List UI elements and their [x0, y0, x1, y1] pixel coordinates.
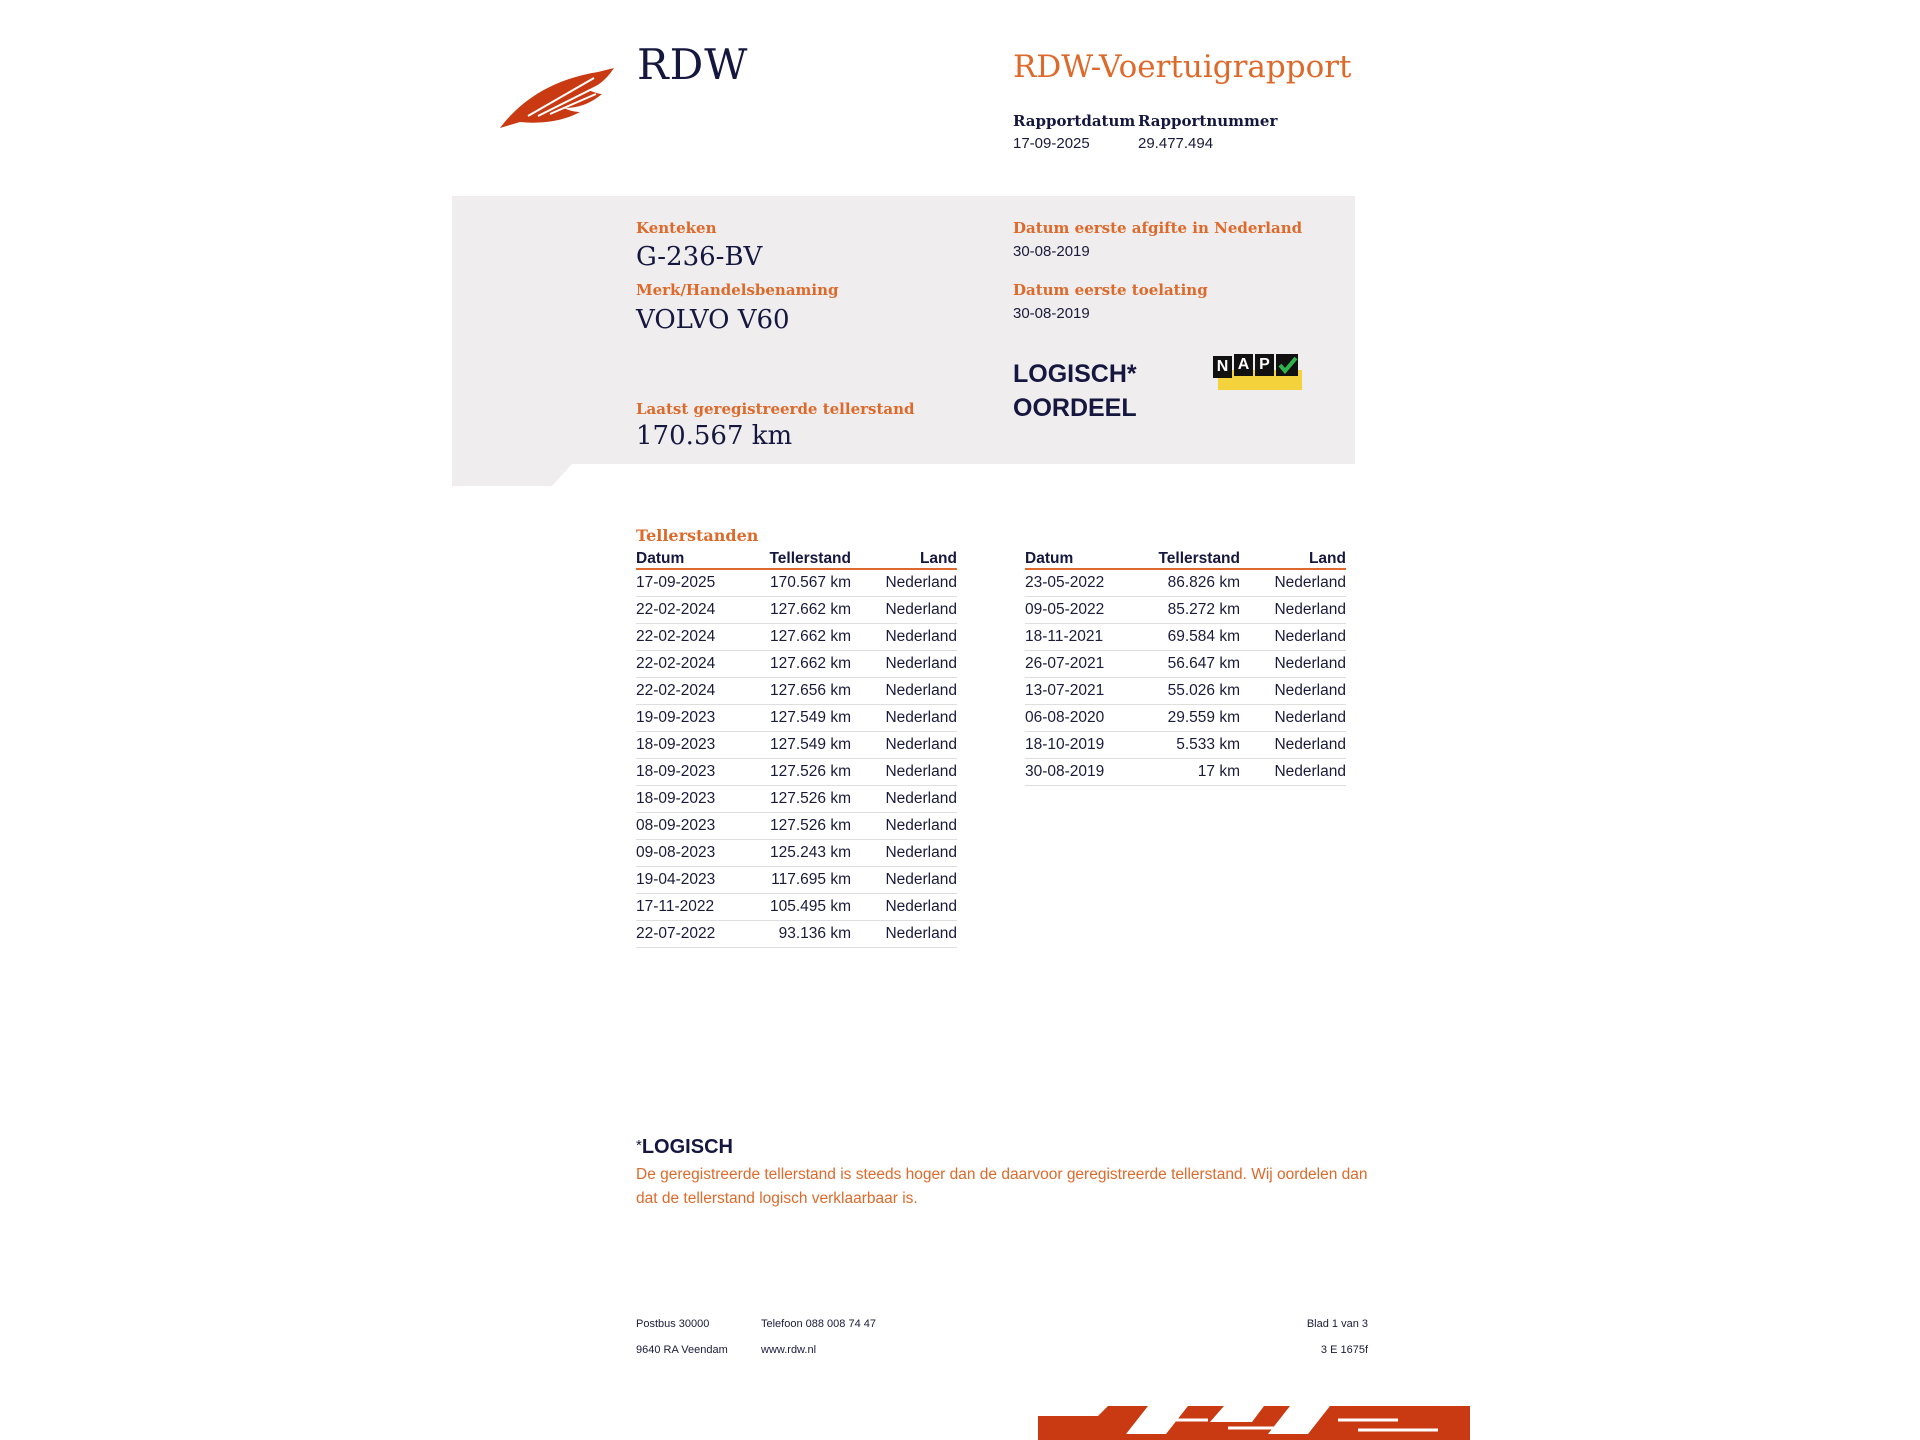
table-row — [636, 597, 957, 624]
cell-country: Nederland — [851, 894, 957, 921]
table-row — [1025, 651, 1346, 678]
table-row — [636, 867, 957, 894]
report-number-label: Rapportnummer — [1138, 112, 1278, 130]
cell-odometer: 5.533 km — [1145, 732, 1240, 759]
cell-country: Nederland — [851, 759, 957, 786]
panel-tab-decoration — [452, 464, 572, 486]
cell-odometer: 127.549 km — [756, 705, 851, 732]
col-header-odometer: Tellerstand — [756, 549, 851, 569]
cell-date: 26-07-2021 — [1025, 651, 1145, 678]
cell-odometer: 17 km — [1145, 759, 1240, 786]
readings-table-left — [636, 549, 957, 948]
cell-date: 18-09-2023 — [636, 732, 756, 759]
cell-date: 06-08-2020 — [1025, 705, 1145, 732]
cell-date: 22-02-2024 — [636, 678, 756, 705]
table-row — [636, 840, 957, 867]
footer-code: 3 E 1675f — [1320, 1344, 1368, 1356]
cell-odometer: 127.656 km — [756, 678, 851, 705]
rdw-stripes-decoration — [1038, 1398, 1470, 1440]
cell-date: 23-05-2022 — [1025, 569, 1145, 597]
first-admission-value: 30-08-2019 — [1013, 305, 1090, 322]
col-header-date: Datum — [636, 549, 756, 569]
cell-country: Nederland — [1240, 624, 1346, 651]
cell-odometer: 127.662 km — [756, 624, 851, 651]
readings-table-right — [1025, 549, 1346, 786]
plate-value: G-236-BV — [636, 242, 763, 272]
odometer-label: Laatst geregistreerde tellerstand — [636, 400, 915, 418]
table-row — [636, 624, 957, 651]
cell-odometer: 85.272 km — [1145, 597, 1240, 624]
cell-date: 22-02-2024 — [636, 624, 756, 651]
cell-odometer: 117.695 km — [756, 867, 851, 894]
plate-label: Kenteken — [636, 219, 717, 237]
cell-odometer: 170.567 km — [756, 569, 851, 597]
table-header-row — [636, 549, 957, 569]
report-title: RDW-Voertuigrapport — [1013, 49, 1352, 85]
logo-wordmark: RDW — [637, 40, 749, 89]
cell-date: 18-11-2021 — [1025, 624, 1145, 651]
table-row — [1025, 624, 1346, 651]
cell-date: 13-07-2021 — [1025, 678, 1145, 705]
cell-odometer: 69.584 km — [1145, 624, 1240, 651]
cell-odometer: 93.136 km — [756, 921, 851, 948]
make-label: Merk/Handelsbenaming — [636, 281, 839, 299]
nap-letter-p: P — [1255, 354, 1274, 376]
report-date: 17-09-2025 — [1013, 135, 1090, 152]
footer-city: 9640 RA Veendam — [636, 1344, 728, 1356]
verdict-line-2: OORDEEL — [1013, 394, 1137, 422]
cell-country: Nederland — [1240, 651, 1346, 678]
cell-odometer: 56.647 km — [1145, 651, 1240, 678]
cell-date: 17-09-2025 — [636, 569, 756, 597]
cell-date: 19-04-2023 — [636, 867, 756, 894]
table-row — [636, 813, 957, 840]
cell-country: Nederland — [851, 705, 957, 732]
footer-phone: Telefoon 088 008 74 47 — [761, 1318, 876, 1330]
cell-country: Nederland — [851, 867, 957, 894]
cell-odometer: 127.526 km — [756, 786, 851, 813]
cell-date: 22-02-2024 — [636, 651, 756, 678]
table-row — [1025, 569, 1346, 597]
cell-date: 18-10-2019 — [1025, 732, 1145, 759]
cell-country: Nederland — [1240, 705, 1346, 732]
cell-country: Nederland — [851, 569, 957, 597]
make-value: VOLVO V60 — [636, 305, 790, 335]
cell-country: Nederland — [1240, 732, 1346, 759]
cell-date: 08-09-2023 — [636, 813, 756, 840]
rdw-logo-icon — [498, 64, 620, 130]
table-row — [1025, 705, 1346, 732]
cell-odometer: 29.559 km — [1145, 705, 1240, 732]
cell-odometer: 127.662 km — [756, 597, 851, 624]
cell-date: 18-09-2023 — [636, 759, 756, 786]
footnote-title-text: LOGISCH — [641, 1136, 733, 1158]
footnote-title — [636, 1136, 733, 1159]
table-row — [636, 651, 957, 678]
cell-odometer: 127.662 km — [756, 651, 851, 678]
footnote-asterisk: * — [636, 1137, 642, 1154]
table-row — [636, 705, 957, 732]
cell-odometer: 55.026 km — [1145, 678, 1240, 705]
footer-postbus: Postbus 30000 — [636, 1318, 710, 1330]
cell-country: Nederland — [1240, 569, 1346, 597]
cell-odometer: 127.526 km — [756, 759, 851, 786]
verdict-line-1: LOGISCH* — [1013, 360, 1137, 388]
cell-country: Nederland — [851, 678, 957, 705]
cell-date: 18-09-2023 — [636, 786, 756, 813]
cell-country: Nederland — [851, 624, 957, 651]
col-header-country: Land — [851, 549, 957, 569]
odometer-value: 170.567 km — [636, 421, 793, 451]
table-row — [1025, 732, 1346, 759]
first-issue-value: 30-08-2019 — [1013, 243, 1090, 260]
cell-country: Nederland — [1240, 597, 1346, 624]
report-date-label: Rapportdatum — [1013, 112, 1136, 130]
table-row — [1025, 759, 1346, 786]
table-row — [636, 569, 957, 597]
report-number: 29.477.494 — [1138, 135, 1214, 152]
table-row — [1025, 597, 1346, 624]
cell-date: 22-07-2022 — [636, 921, 756, 948]
cell-odometer: 127.549 km — [756, 732, 851, 759]
cell-date: 09-08-2023 — [636, 840, 756, 867]
table-row — [636, 894, 957, 921]
first-admission-label: Datum eerste toelating — [1013, 281, 1208, 299]
cell-country: Nederland — [851, 732, 957, 759]
footnote-text: De geregistreerde tellerstand is steeds hoger dan de daarvoor geregistreerde tellerstand. Wij oordelen dan dat de tellerstand logisch verklaarbaar is. — [636, 1166, 1368, 1207]
cell-country: Nederland — [851, 597, 957, 624]
cell-country: Nederland — [851, 813, 957, 840]
cell-odometer: 105.495 km — [756, 894, 851, 921]
cell-country: Nederland — [851, 840, 957, 867]
footer-page: Blad 1 van 3 — [1306, 1318, 1368, 1330]
nap-letter-n: N — [1213, 356, 1232, 378]
cell-country: Nederland — [1240, 759, 1346, 786]
col-header-date: Datum — [1025, 549, 1145, 569]
table-row — [636, 759, 957, 786]
table-row — [636, 786, 957, 813]
cell-country: Nederland — [1240, 678, 1346, 705]
table-row — [636, 678, 957, 705]
cell-date: 09-05-2022 — [1025, 597, 1145, 624]
cell-country: Nederland — [851, 786, 957, 813]
cell-date: 22-02-2024 — [636, 597, 756, 624]
nap-letter-a: A — [1234, 354, 1253, 376]
readings-title: Tellerstanden — [636, 526, 759, 545]
first-issue-label: Datum eerste afgifte in Nederland — [1013, 219, 1303, 237]
cell-country: Nederland — [851, 651, 957, 678]
table-header-row — [1025, 549, 1346, 569]
cell-odometer: 125.243 km — [756, 840, 851, 867]
cell-date: 30-08-2019 — [1025, 759, 1145, 786]
table-row — [636, 732, 957, 759]
cell-odometer: 127.526 km — [756, 813, 851, 840]
cell-date: 17-11-2022 — [636, 894, 756, 921]
footer-web[interactable]: www.rdw.nl — [761, 1344, 817, 1356]
cell-date: 19-09-2023 — [636, 705, 756, 732]
table-row — [1025, 678, 1346, 705]
col-header-country: Land — [1240, 549, 1346, 569]
nap-check-icon — [1276, 354, 1300, 378]
table-row — [636, 921, 957, 948]
nap-logo-icon — [1213, 354, 1303, 390]
col-header-odometer: Tellerstand — [1145, 549, 1240, 569]
cell-odometer: 86.826 km — [1145, 569, 1240, 597]
cell-country: Nederland — [851, 921, 957, 948]
